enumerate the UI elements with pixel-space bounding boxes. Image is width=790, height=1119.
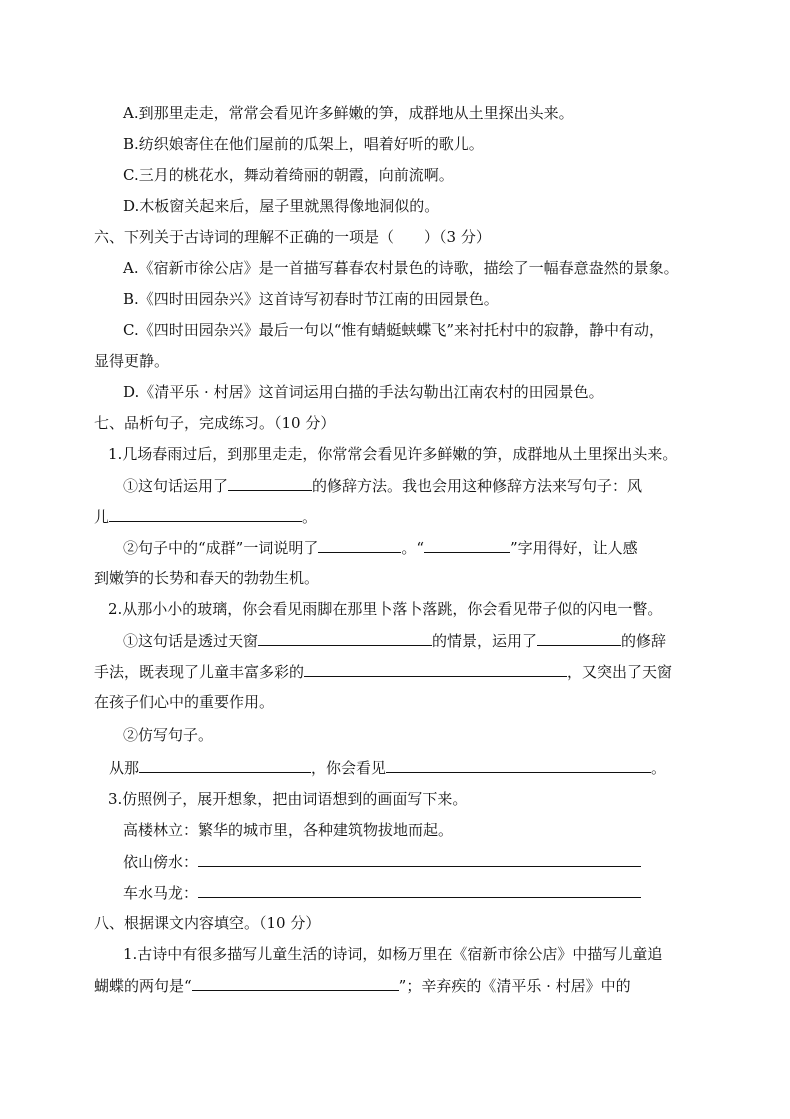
q2-sub1-line2-suffix: ，又突出了天窗 xyxy=(567,663,673,681)
s8-q1-line1: 1.古诗中有很多描写儿童生活的诗词，如杨万里在《宿新市徐公店》中描写儿童追 xyxy=(123,945,663,963)
option-c-text: C.三月的桃花水，舞动着绮丽的朝霞，向前流啊。 xyxy=(123,166,454,184)
section-six-option-c-cont: 显得更静。 xyxy=(94,352,170,370)
q1-sub1-end: 。 xyxy=(302,508,318,526)
q2-sub1-line2-prefix: 手法，既表现了儿童丰富多彩的 xyxy=(94,663,305,681)
section-six-option-c: C.《四时田园杂兴》最后一句以“惟有蜻蜓蛱蝶飞”来衬托村中的寂静，静中有动， xyxy=(123,321,665,339)
section-six-heading: 六、下列关于古诗词的理解不正确的一项是（ ）（3 分） xyxy=(94,228,491,246)
section-seven-heading: 七、品析句子，完成练习。（10 分） xyxy=(94,414,336,432)
word-choice-blank[interactable] xyxy=(424,537,510,553)
q1-sub2-line2: 到嫩笋的长势和春天的勃勃生机。 xyxy=(94,569,320,587)
wind-sentence-blank[interactable] xyxy=(109,506,302,522)
yishan-answer-blank[interactable] xyxy=(198,851,641,867)
q3-yishan-label: 依山傍水： xyxy=(123,853,199,871)
section-six-option-d: D.《清平乐 · 村居》这首词运用白描的手法勾勒出江南农村的田园景色。 xyxy=(123,383,604,401)
q1-sub1-wind: 儿 xyxy=(94,508,110,526)
imitation-line xyxy=(109,757,666,778)
chengqun-meaning-blank[interactable] xyxy=(318,537,401,553)
q2-sub1-mid: 的情景，运用了 xyxy=(432,632,538,650)
q2-sub2-label: ②仿写句子。 xyxy=(123,726,214,744)
q1-sub1-suffix: 的修辞方法。我也会用这种修辞方法来写句子：风 xyxy=(312,477,643,495)
q1-sub1-prefix: ①这句话运用了 xyxy=(123,477,229,495)
s8-q1-prefix: 蝴蝶的两句是“ xyxy=(94,977,192,995)
imagination-blank[interactable] xyxy=(304,661,567,677)
rhetoric-answer-blank[interactable] xyxy=(228,475,312,491)
q1-sub2-mid: 。“ xyxy=(401,539,425,557)
q1-sentence: 1.几场春雨过后，到那里走走，你常常会看见许多鲜嫩的笋，成群地从土里探出头来。 xyxy=(108,445,678,463)
q2-sub1-prefix: ①这句话是透过天窗 xyxy=(123,632,259,650)
q1-sub2-prefix: ②句子中的“成群”一词说明了 xyxy=(123,539,319,557)
s8-q1-line2 xyxy=(94,975,631,996)
q2-sub1-line1 xyxy=(123,630,666,651)
s8-q1-suffix: ”；辛弃疾的《清平乐 · 村居》中的 xyxy=(398,977,631,995)
q3-example: 高楼林立：繁华的城市里，各种建筑物拔地而起。 xyxy=(123,821,454,839)
q2-sub1-line3: 在孩子们心中的重要作用。 xyxy=(94,693,275,711)
section-six-option-b: B.《四时田园杂兴》这首诗写初春时节江南的田园景色。 xyxy=(123,290,499,308)
q2-sub1-suffix: 的修辞 xyxy=(621,632,667,650)
q3-yishan-line xyxy=(123,851,641,872)
imitation-blank-1[interactable] xyxy=(139,757,311,773)
q1-sub1-line2 xyxy=(94,506,317,527)
section-six-option-a: A.《宿新市徐公店》是一首描写暮春农村景色的诗歌，描绘了一幅春意盎然的景象。 xyxy=(123,259,679,277)
window-scene-blank[interactable] xyxy=(258,630,432,646)
imitation-end: 。 xyxy=(651,759,667,777)
q3-chezui-label: 车水马龙： xyxy=(123,884,199,902)
q2-sentence: 2.从那小小的玻璃，你会看见雨脚在那里卜落卜落跳，你会看见带子似的闪电一瞥。 xyxy=(108,600,663,618)
q1-sub2-line1 xyxy=(123,537,638,558)
option-d-text: D.木板窗关起来后，屋子里就黑得像地洞似的。 xyxy=(123,197,440,215)
imitation-blank-2[interactable] xyxy=(386,757,651,773)
imitation-prefix: 从那 xyxy=(109,759,140,777)
imitation-mid: ，你会看见 xyxy=(311,759,387,777)
q3-instruction: 3.仿照例子，展开想象，把由词语想到的画面写下来。 xyxy=(108,790,468,808)
q1-sub1-line1 xyxy=(123,475,642,496)
chezui-answer-blank[interactable] xyxy=(198,882,641,898)
section-eight-heading: 八、根据课文内容填空。（10 分） xyxy=(94,914,321,932)
option-a-text: A.到那里走走，常常会看见许多鲜嫩的笋，成群地从土里探出头来。 xyxy=(123,104,574,122)
q2-sub1-line2 xyxy=(94,661,672,682)
poem-lines-blank[interactable] xyxy=(192,975,399,991)
option-b-text: B.纺织娘寄住在他们屋前的瓜架上，唱着好听的歌儿。 xyxy=(123,135,484,153)
q1-sub2-suffix: ”字用得好，让人感 xyxy=(510,539,638,557)
q2-rhetoric-blank[interactable] xyxy=(537,630,621,646)
q3-chezui-line xyxy=(123,882,641,903)
